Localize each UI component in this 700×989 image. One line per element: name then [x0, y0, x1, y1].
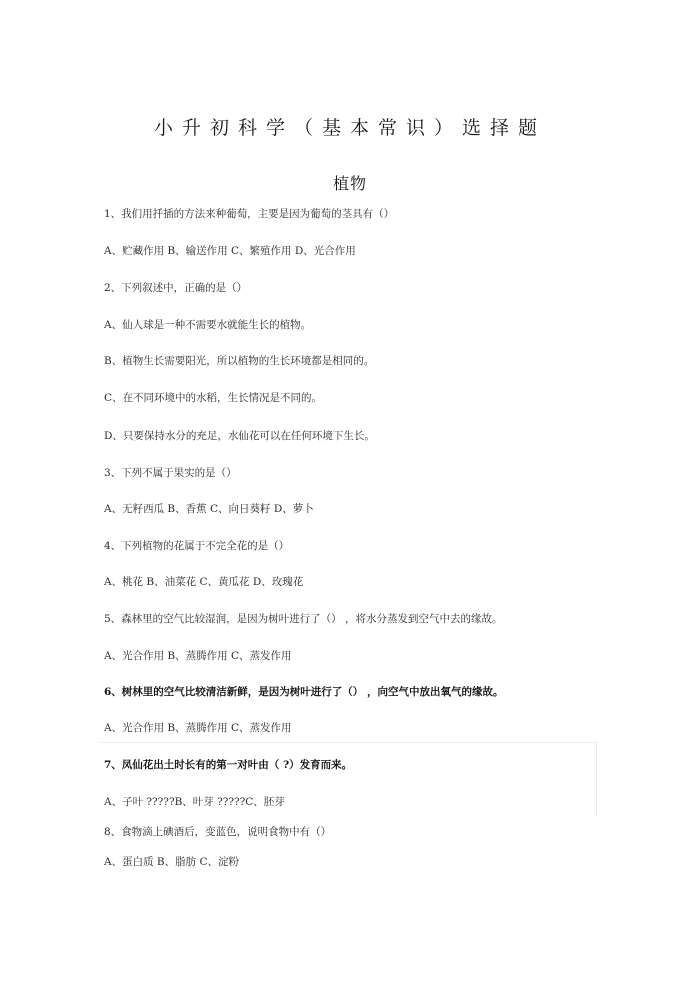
- option-2c: C、在不同环境中的水稻，生长情况是不同的。: [104, 392, 323, 404]
- question-2: 2、下列叙述中，正确的是（）: [104, 282, 248, 294]
- options-4: A、桃花 B、油菜花 C、黄瓜花 D、玫瑰花: [104, 576, 304, 588]
- question-6: 6、树林里的空气比较清洁新鲜，是因为树叶进行了（） ，向空气中放出氧气的缘故。: [104, 686, 504, 698]
- options-7: A、子叶 ?????B、叶芽 ?????C、胚芽: [104, 796, 285, 808]
- options-5: A、光合作用 B、蒸腾作用 C、蒸发作用: [104, 650, 292, 662]
- option-2a: A、仙人球是一种不需要水就能生长的植物。: [104, 319, 312, 331]
- option-2d: D、只要保持水分的充足，水仙花可以在任何环境下生长。: [104, 430, 375, 442]
- question-5: 5、森林里的空气比较湿润，是因为树叶进行了（） ，将水分蒸发到空气中去的缘故。: [104, 613, 503, 625]
- option-2b: B、植物生长需要阳光，所以植物的生长环境都是相同的。: [104, 355, 375, 367]
- options-1: A、贮藏作用 B、输送作用 C、繁殖作用 D、光合作用: [104, 245, 356, 257]
- options-8: A、蛋白质 B、脂肪 C、淀粉: [104, 856, 240, 868]
- question-3: 3、下列不属于果实的是（）: [104, 467, 237, 479]
- question-1: 1、我们用扦插的方法来种葡萄，主要是因为葡萄的茎具有（）: [104, 208, 395, 220]
- options-3: A、无籽西瓜 B、香蕉 C、向日葵籽 D、萝卜: [104, 503, 314, 515]
- question-8: 8、食物滴上碘酒后，变蓝色，说明食物中有（）: [104, 826, 332, 838]
- question-4: 4、下列植物的花属于不完全花的是（）: [104, 540, 290, 552]
- section-title: 植物: [332, 174, 367, 193]
- options-6: A、光合作用 B、蒸腾作用 C、蒸发作用: [104, 722, 292, 734]
- document-title: 小升初科学（基本常识）选择题: [153, 117, 546, 139]
- question-7: 7、凤仙花出土时长有的第一对叶由（ ?）发育而来。: [104, 759, 353, 771]
